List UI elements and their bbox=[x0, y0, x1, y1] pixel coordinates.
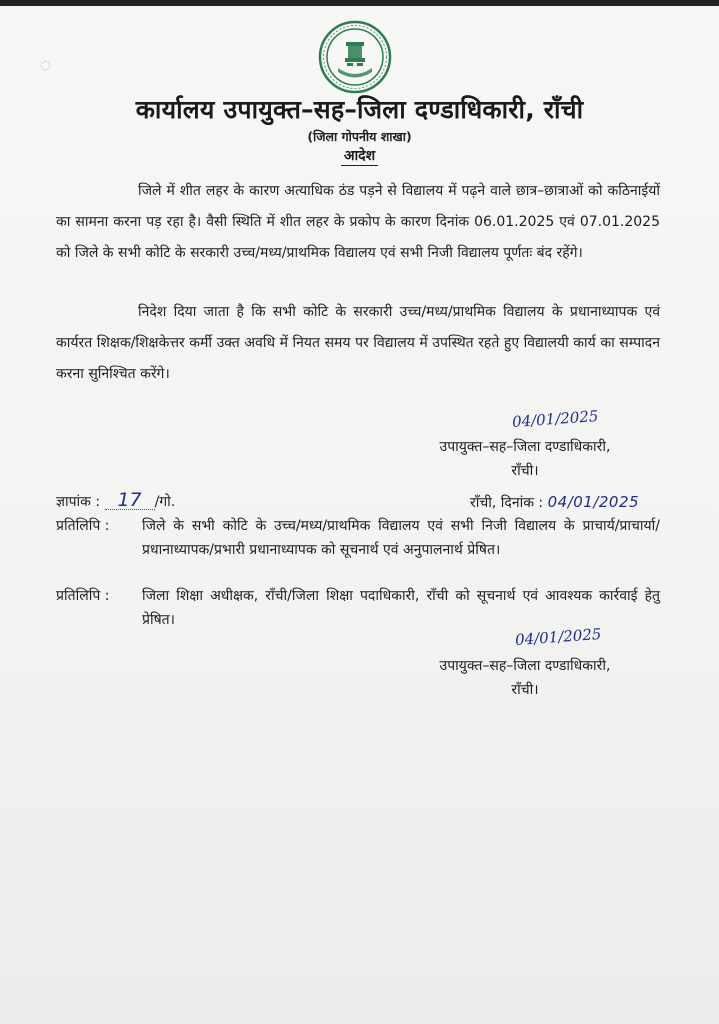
signature-1-date: 04/01/2025 bbox=[511, 407, 599, 431]
signatory-1-place: राँची। bbox=[511, 463, 539, 479]
copy-label-2: प्रतिलिपि : bbox=[56, 588, 110, 604]
letter-date-label: राँची, दिनांक : bbox=[470, 495, 544, 511]
office-title: कार्यालय उपायुक्त–सह–जिला दण्डाधिकारी, राँची bbox=[135, 95, 584, 124]
letter-number-value: 17 bbox=[105, 491, 155, 510]
letter-date-row bbox=[470, 490, 639, 515]
letter-number-suffix: /गो. bbox=[154, 494, 176, 510]
signatory-2-designation: उपायुक्त–सह–जिला दण्डाधिकारी, bbox=[439, 658, 611, 674]
letter-number-label: ज्ञापांक : bbox=[56, 494, 101, 510]
letter-date-value: 04/01/2025 bbox=[547, 493, 640, 511]
letter-number-row bbox=[56, 490, 175, 514]
order-paragraph-1 bbox=[56, 176, 660, 269]
signatory-1-designation: उपायुक्त–सह–जिला दण्डाधिकारी, bbox=[439, 439, 611, 455]
faint-mark: ◌ bbox=[40, 58, 51, 72]
signatory-block-2 bbox=[412, 654, 638, 702]
signatory-block-1 bbox=[414, 435, 636, 483]
copy-text-1: जिले के सभी कोटि के उच्च/मध्य/प्राथमिक विद्यालय एवं सभी निजी विद्यालय के प्राचार्य/प्राचार्या/प्रधानाध्यापक/प्रभारी प्रधानाध्यापक को सूचनार्थ एवं अनुपालनार्थ प्रेषित। bbox=[142, 518, 660, 558]
signature-2-date: 04/01/2025 bbox=[514, 625, 602, 649]
signatory-2-place: राँची। bbox=[511, 682, 539, 698]
copy-label-1: प्रतिलिपि : bbox=[56, 518, 110, 534]
order-heading bbox=[0, 146, 719, 165]
copy-text-2: जिला शिक्षा अधीक्षक, राँची/जिला शिक्षा पदाधिकारी, राँची को सूचनार्थ एवं आवश्यक कार्रवाई हेतु प्रेषित। bbox=[142, 588, 660, 628]
office-section: (जिला गोपनीय शाखा) bbox=[307, 129, 412, 144]
order-paragraph-1-text: जिले में शीत लहर के कारण अत्याधिक ठंड पड़ने से विद्यालय में पढ़ने वाले छात्र–छात्राओं को कठिनाईयों का सामना करना पड़ रहा है। वैसी स्थिति में शीत लहर के प्रकोप के कारण दिनांक 06.01.2025 एवं 07.01.2025 को जिले के सभी कोटि के सरकारी उच्च/मध्य/प्राथमिक विद्यालय एवं सभी निजी विद्यालय पूर्णतः बंद रहेंगे। bbox=[56, 183, 660, 261]
order-paragraph-2-text: निदेश दिया जाता है कि सभी कोटि के सरकारी उच्च/मध्य/प्राथमिक विद्यालय के प्रधानाध्यापक एवं कार्यरत शिक्षक/शिक्षकेत्तर कर्मी उक्त अवधि में नियत समय पर विद्यालय में उपस्थित रहते हुए विद्यालयी कार्य का सम्पादन करना सुनिश्चित करेंगे। bbox=[56, 304, 660, 382]
document-page bbox=[0, 6, 719, 1024]
order-heading-text: आदेश bbox=[341, 148, 378, 166]
government-emblem-icon bbox=[318, 20, 392, 94]
order-paragraph-2 bbox=[56, 297, 660, 390]
